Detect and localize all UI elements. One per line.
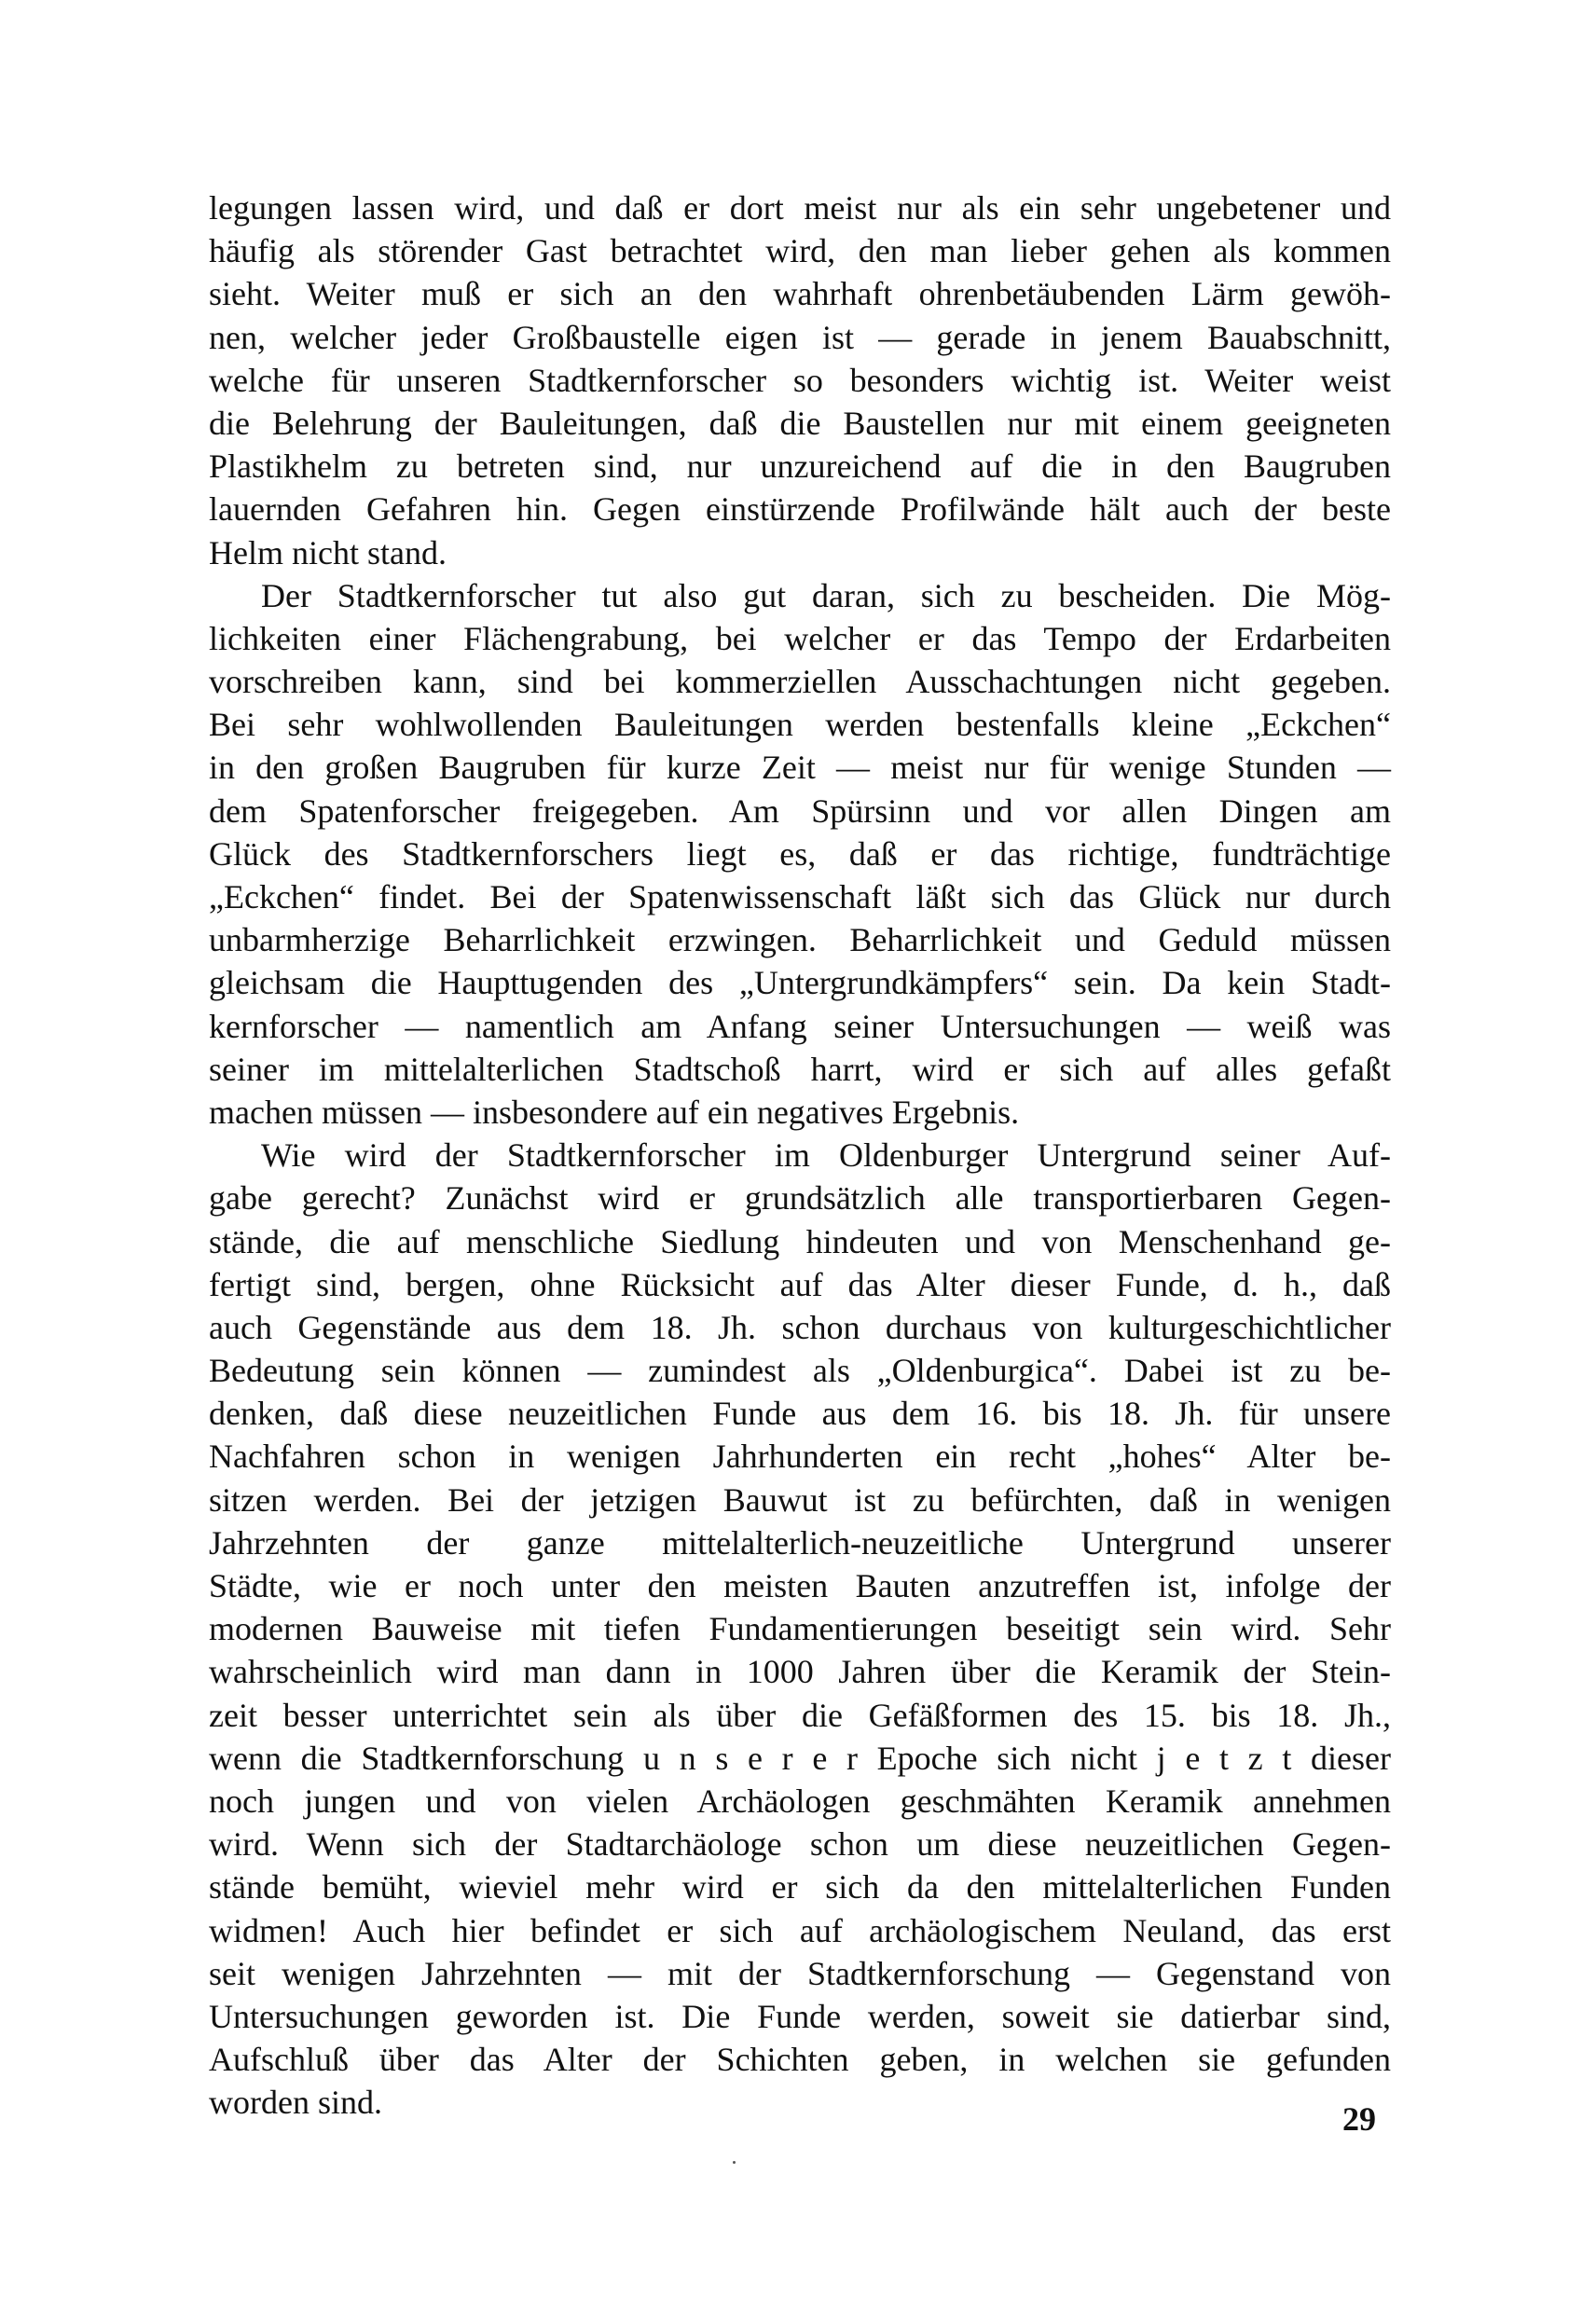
paragraph (209, 1134, 1391, 2124)
text-line: machen müssen — insbesondere auf ein negatives Ergebnis. (209, 1093, 1020, 1131)
text-line: Aufschluß über das Alter der Schichten geben, in welchen sie gefunden (209, 2041, 1391, 2079)
text-line: Bei sehr wohlwollenden Bauleitungen werden bestenfalls kleine „Eckchen“ (209, 706, 1391, 744)
text-line: Wie wird der Stadtkernforscher im Oldenburger Untergrund seiner Auf- (261, 1136, 1391, 1175)
text-line: lichkeiten einer Flächengrabung, bei welcher er das Tempo der Erdarbeiten (209, 619, 1391, 657)
text-line: gabe gerecht? Zunächst wird er grundsätzlich alle transportierbaren Gegen- (209, 1179, 1391, 1218)
paragraph (209, 186, 1391, 574)
text-line: worden sind. (209, 2084, 382, 2122)
text-line: widmen! Auch hier befindet er sich auf archäologischem Neuland, das erst (209, 1911, 1391, 1949)
text-line: häufig als störender Gast betrachtet wird, den man lieber gehen als kommen (209, 232, 1391, 270)
text-line: fertigt sind, bergen, ohne Rücksicht auf das Alter dieser Funde, d. h., daß (209, 1265, 1391, 1303)
text-line: gleichsam die Haupttugenden des „Untergrundkämpfers“ sein. Da kein Stadt- (209, 964, 1391, 1002)
text-line: wird. Wenn sich der Stadtarchäologe schon um diese neuzeitlichen Gegen- (209, 1825, 1391, 1864)
text-line: denken, daß diese neuzeitlichen Funde aus dem 16. bis 18. Jh. für unsere (209, 1395, 1391, 1433)
text-line: seiner im mittelalterlichen Stadtschoß harrt, wird er sich auf alles gefaßt (209, 1050, 1391, 1088)
text-line: unbarmherzige Beharrlichkeit erzwingen. Beharrlichkeit und Geduld müssen (209, 921, 1391, 959)
text-line: in den großen Baugruben für kurze Zeit — meist nur für wenige Stunden — (209, 749, 1391, 787)
text-line: die Belehrung der Bauleitungen, daß die Baustellen nur mit einem geeigneten (209, 404, 1391, 442)
text-line: Städte, wie er noch unter den meisten Bauten anzutreffen ist, infolge der (209, 1567, 1391, 1604)
text-line: Der Stadtkernforscher tut also gut daran, sich zu bescheiden. Die Mög- (261, 576, 1391, 614)
text-line: noch jungen und von vielen Archäologen geschmähten Keramik annehmen (209, 1782, 1391, 1820)
text-line: Plastikhelm zu betreten sind, nur unzureichend auf die in den Baugruben (209, 447, 1391, 486)
text-line: Jahrzehnten der ganze mittelalterlich-neuzeitliche Untergrund unserer (209, 1523, 1391, 1562)
text-line: auch Gegenstände aus dem 18. Jh. schon durchaus von kulturgeschichtlicher (209, 1308, 1391, 1346)
text-line: stände, die auf menschliche Siedlung hindeuten und von Menschenhand ge- (209, 1222, 1391, 1260)
text-line: lauernden Gefahren hin. Gegen einstürzende Profilwände hält auch der beste (209, 490, 1391, 529)
page-number: 29 (1342, 2100, 1376, 2138)
text-line: stände bemüht, wieviel mehr wird er sich da den mittelalterlichen Funden (209, 1868, 1391, 1906)
text-line: nen, welcher jeder Großbaustelle eigen ist — gerade in jenem Bauabschnitt, (209, 318, 1391, 356)
paragraph (209, 574, 1391, 1134)
text-line: sitzen werden. Bei der jetzigen Bauwut ist zu befürchten, daß in wenigen (209, 1480, 1391, 1519)
text-line: legungen lassen wird, und daß er dort meist nur als ein sehr ungebetener und (209, 189, 1391, 227)
text-line: Glück des Stadtkernforschers liegt es, daß er das richtige, fundträchtige (209, 834, 1391, 873)
text-line: modernen Bauweise mit tiefen Fundamentierungen beseitigt sein wird. Sehr (209, 1610, 1391, 1648)
text-line: kernforscher — namentlich am Anfang seiner Untersuchungen — weiß was (209, 1007, 1391, 1045)
text-line: wenn die Stadtkernforschung u n s e r e r Epoche sich nicht j e t z t dieser (209, 1739, 1391, 1777)
page-body (209, 186, 1391, 2124)
text-line: wahrscheinlich wird man dann in 1000 Jahren über die Keramik der Stein- (209, 1653, 1391, 1691)
text-line: Helm nicht stand. (209, 533, 447, 571)
text-line: vorschreiben kann, sind bei kommerziellen Ausschachtungen nicht gegeben. (209, 663, 1391, 701)
text-line: dem Spatenforscher freigegeben. Am Spürsinn und vor allen Dingen am (209, 791, 1391, 830)
scan-speck (733, 2161, 736, 2164)
text-line: sieht. Weiter muß er sich an den wahrhaft ohrenbetäubenden Lärm gewöh- (209, 275, 1391, 313)
text-line: seit wenigen Jahrzehnten — mit der Stadtkernforschung — Gegenstand von (209, 1954, 1391, 1992)
text-line: zeit besser unterrichtet sein als über die Gefäßformen des 15. bis 18. Jh., (209, 1696, 1391, 1734)
text-line: „Eckchen“ findet. Bei der Spatenwissenschaft läßt sich das Glück nur durch (209, 878, 1391, 915)
text-line: Nachfahren schon in wenigen Jahrhunderten ein recht „hohes“ Alter be- (209, 1438, 1391, 1476)
text-line: welche für unseren Stadtkernforscher so besonders wichtig ist. Weiter weist (209, 361, 1391, 399)
text-line: Untersuchungen geworden ist. Die Funde werden, soweit sie datierbar sind, (209, 1997, 1391, 2035)
text-line: Bedeutung sein können — zumindest als „Oldenburgica“. Dabei ist zu be- (209, 1352, 1391, 1390)
